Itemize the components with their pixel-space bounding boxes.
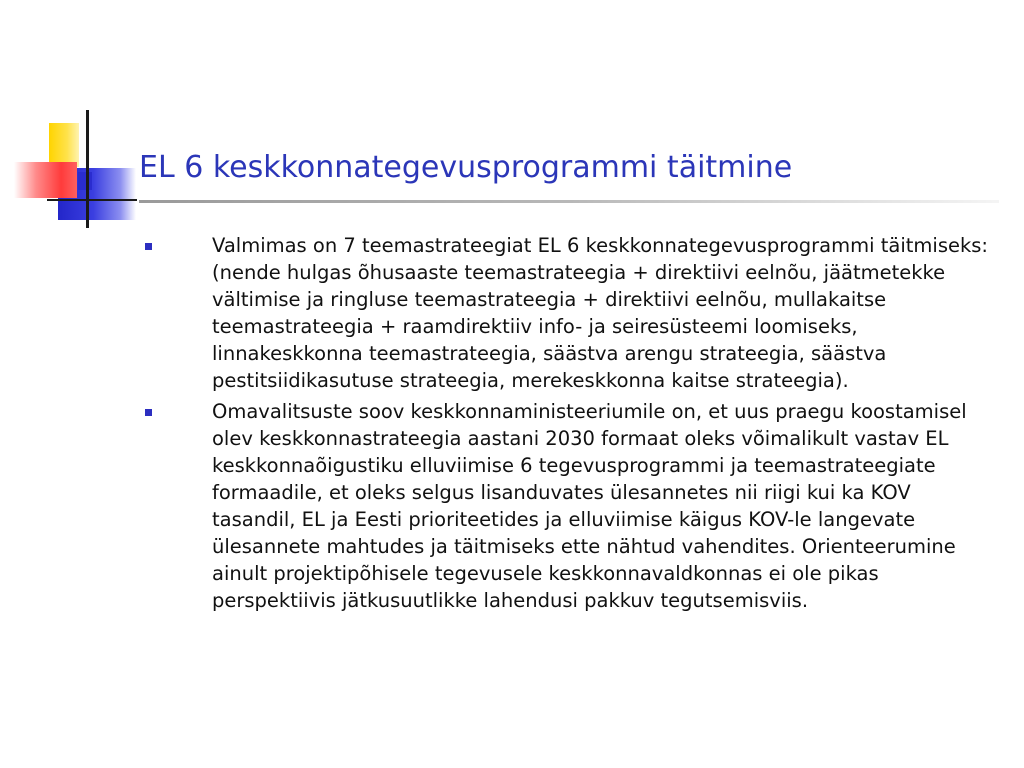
bullet-text: Valmimas on 7 teemastrateegiat EL 6 keskkonnategevusprogrammi täitmiseks: (nende hulgas õhusaaste teemastrateegia + direktiivi eelnõu, jäätmetekke vältimise ja ringluse teemastrateegia + direktiivi eelnõu, mullakaitse teemastrateegia + raamdirektiiv info- ja seiresüsteemi loomiseks, linnakeskkonna teemastrateegia, säästva arengu strateegia, säästva pestitsiidikasutuse strateegia, merekeskkonna kaitse strateegia). (212, 234, 988, 392)
logo-blue-inner-square (78, 172, 92, 190)
slide-title: EL 6 keskkonnategevusprogrammi täitmine (139, 150, 793, 185)
bullet-item (140, 398, 1000, 614)
bullet-item (140, 232, 1000, 394)
logo-yellow-square (49, 123, 79, 167)
square-bullet-icon (145, 243, 152, 250)
logo-vertical-line (86, 110, 89, 228)
bullet-text: Omavalitsuste soov keskkonnaministeeriumile on, et uus praegu koostamisel olev keskkonnastrateegia aastani 2030 formaat oleks võimalikult vastav EL keskkonnaõigustiku elluviimise 6 tegevusprogrammi ja teemastrateegiate formaadile, et oleks selgus lisanduvates ülesannetes nii riigi kui ka KOV tasandil, EL ja Eesti prioriteetides ja elluviimise käigus KOV-le langevate ülesannete mahtudes ja täitmiseks ette nähtud vahendites. Orienteerumine ainult projektipõhisele tegevusele keskkonnavaldkonnas ei ole pikas perspektiivis jätkusuutlikke lahendusi pakkuv tegutsemisviis. (212, 400, 967, 612)
square-bullet-icon (145, 409, 152, 416)
crosshair-logo-icon (0, 0, 140, 240)
title-underline-divider (139, 200, 999, 203)
bullet-list (140, 232, 1000, 618)
logo-red-square (14, 162, 77, 198)
logo-horizontal-line (47, 199, 137, 201)
